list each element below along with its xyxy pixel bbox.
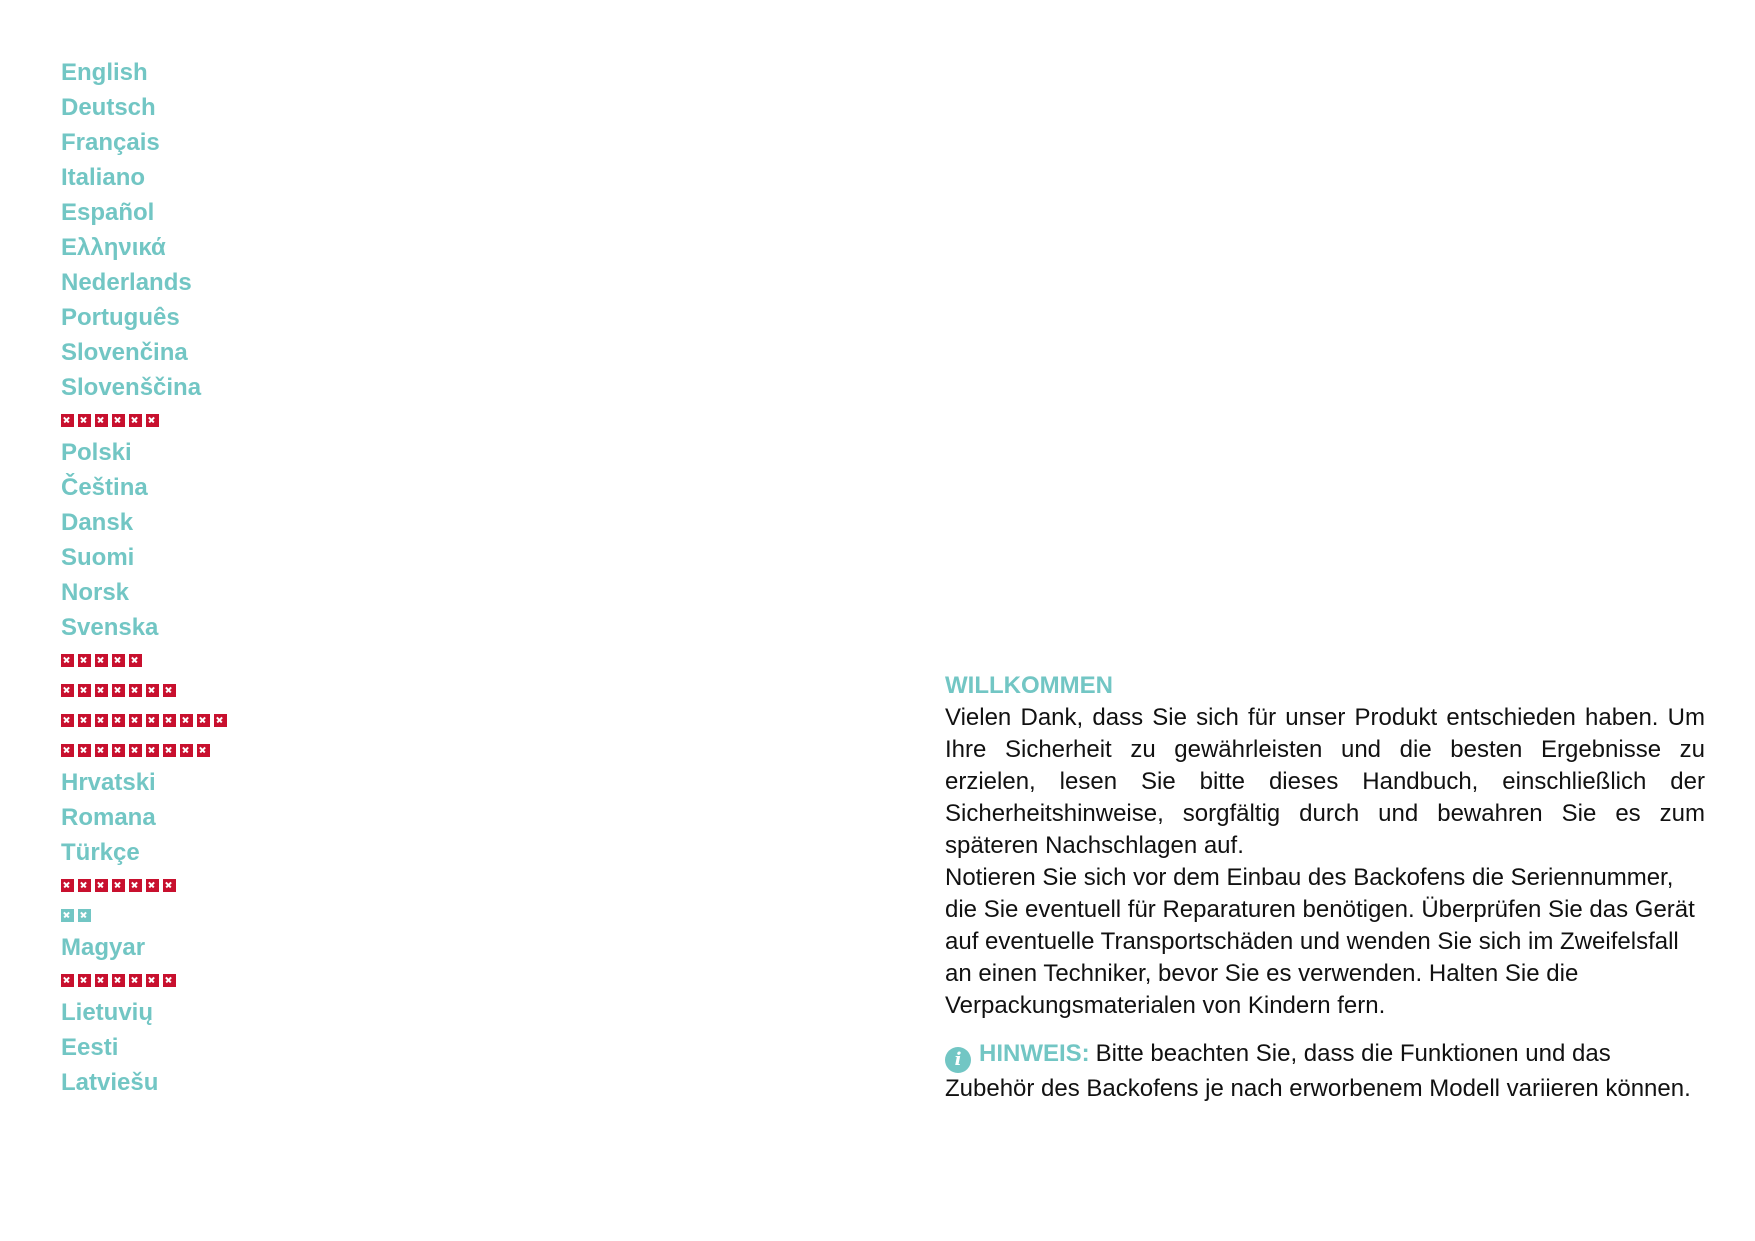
language-link-glyphs[interactable] <box>61 735 231 765</box>
missing-glyph-icon <box>95 879 108 892</box>
missing-glyph-icon <box>129 714 142 727</box>
note-block <box>945 1038 1705 1105</box>
missing-glyph-icon <box>61 974 74 987</box>
missing-glyph-icon <box>78 879 91 892</box>
missing-glyph-icon <box>95 684 108 697</box>
missing-glyph-icon <box>180 744 193 757</box>
language-link[interactable]: Lietuvių <box>61 999 154 1026</box>
missing-glyph-icon <box>197 744 210 757</box>
language-link[interactable]: Magyar <box>61 934 146 961</box>
welcome-paragraph-1: Vielen Dank, dass Sie sich für unser Produkt entschieden haben. Um Ihre Sicherheit zu gewährleisten und die besten Ergebnisse zu erzielen, lesen Sie bitte dieses Handbuch, einschließlich der Sicherheitshinweise, sorgfältig durch und bewahren Sie es zum späteren Nachschlagen auf. <box>945 704 1705 859</box>
missing-glyph-icon <box>163 879 176 892</box>
language-link[interactable]: Ελληνικά <box>61 234 166 261</box>
language-link[interactable]: Hrvatski <box>61 769 156 796</box>
missing-glyph-icon <box>95 654 108 667</box>
missing-glyph-icon <box>146 684 159 697</box>
missing-glyph-icon <box>129 654 142 667</box>
language-link-glyphs[interactable] <box>61 705 231 735</box>
language-link-glyphs[interactable] <box>61 900 231 930</box>
language-link[interactable]: Français <box>61 129 160 156</box>
missing-glyph-icon <box>95 414 108 427</box>
info-icon: i <box>945 1047 971 1073</box>
missing-glyph-icon <box>112 879 125 892</box>
language-link[interactable]: Čeština <box>61 474 148 501</box>
missing-glyph-icon <box>146 414 159 427</box>
missing-glyph-icon <box>214 714 227 727</box>
missing-glyph-icon <box>129 744 142 757</box>
missing-glyph-icon <box>78 909 91 922</box>
language-link[interactable]: Nederlands <box>61 269 192 296</box>
missing-glyph-icon <box>61 684 74 697</box>
language-link[interactable]: Polski <box>61 439 132 466</box>
language-link[interactable]: Español <box>61 199 155 226</box>
language-link[interactable]: Svenska <box>61 614 159 641</box>
missing-glyph-icon <box>129 974 142 987</box>
missing-glyph-icon <box>61 654 74 667</box>
language-link[interactable]: Deutsch <box>61 94 156 121</box>
language-link[interactable]: Latviešu <box>61 1069 159 1096</box>
language-link[interactable]: Norsk <box>61 579 130 606</box>
missing-glyph-icon <box>112 744 125 757</box>
missing-glyph-icon <box>78 654 91 667</box>
language-link[interactable]: Slovenčina <box>61 339 188 366</box>
missing-glyph-icon <box>112 714 125 727</box>
missing-glyph-icon <box>112 974 125 987</box>
language-link[interactable]: Dansk <box>61 509 134 536</box>
missing-glyph-icon <box>112 414 125 427</box>
missing-glyph-icon <box>163 714 176 727</box>
missing-glyph-icon <box>78 744 91 757</box>
missing-glyph-icon <box>129 684 142 697</box>
language-link-glyphs[interactable] <box>61 870 231 900</box>
language-link[interactable]: Português <box>61 304 180 331</box>
language-link[interactable]: Suomi <box>61 544 135 571</box>
missing-glyph-icon <box>163 744 176 757</box>
language-link[interactable]: Türkçe <box>61 839 140 866</box>
missing-glyph-icon <box>180 714 193 727</box>
language-link[interactable]: English <box>61 59 148 86</box>
missing-glyph-icon <box>163 684 176 697</box>
missing-glyph-icon <box>146 974 159 987</box>
missing-glyph-icon <box>78 714 91 727</box>
missing-glyph-icon <box>61 879 74 892</box>
missing-glyph-icon <box>95 714 108 727</box>
language-link-glyphs[interactable] <box>61 645 231 675</box>
missing-glyph-icon <box>146 879 159 892</box>
missing-glyph-icon <box>129 414 142 427</box>
language-link[interactable]: Eesti <box>61 1034 119 1061</box>
note-label: HINWEIS: <box>979 1040 1090 1067</box>
missing-glyph-icon <box>78 974 91 987</box>
missing-glyph-icon <box>61 414 74 427</box>
welcome-paragraph-2: Notieren Sie sich vor dem Einbau des Backofens die Seriennummer, die Sie eventuell für Reparaturen benötigen. Überprüfen Sie das Gerät auf eventuelle Transportschäden und wenden Sie sich im Zweifelsfall an einen Techniker, bevor Sie es verwenden. Halten Sie die Verpackungsmaterialen von Kindern fern. <box>945 864 1695 1019</box>
missing-glyph-icon <box>61 714 74 727</box>
missing-glyph-icon <box>95 974 108 987</box>
missing-glyph-icon <box>61 909 74 922</box>
language-link[interactable]: Romana <box>61 804 156 831</box>
missing-glyph-icon <box>95 744 108 757</box>
note-text: Bitte beachten Sie, dass die Funktionen und das Zubehör des Backofens je nach erworbenem Modell variieren können. <box>945 1040 1691 1102</box>
missing-glyph-icon <box>78 684 91 697</box>
missing-glyph-icon <box>61 744 74 757</box>
missing-glyph-icon <box>78 414 91 427</box>
language-list <box>61 55 231 1100</box>
language-link-glyphs[interactable] <box>61 405 231 435</box>
missing-glyph-icon <box>146 744 159 757</box>
missing-glyph-icon <box>146 714 159 727</box>
language-link-glyphs[interactable] <box>61 965 231 995</box>
language-link-glyphs[interactable] <box>61 675 231 705</box>
missing-glyph-icon <box>163 974 176 987</box>
missing-glyph-icon <box>197 714 210 727</box>
missing-glyph-icon <box>112 684 125 697</box>
missing-glyph-icon <box>129 879 142 892</box>
welcome-section <box>945 670 1705 1105</box>
language-link[interactable]: Italiano <box>61 164 146 191</box>
language-link[interactable]: Slovenščina <box>61 374 202 401</box>
missing-glyph-icon <box>112 654 125 667</box>
welcome-title: WILLKOMMEN <box>945 672 1113 699</box>
